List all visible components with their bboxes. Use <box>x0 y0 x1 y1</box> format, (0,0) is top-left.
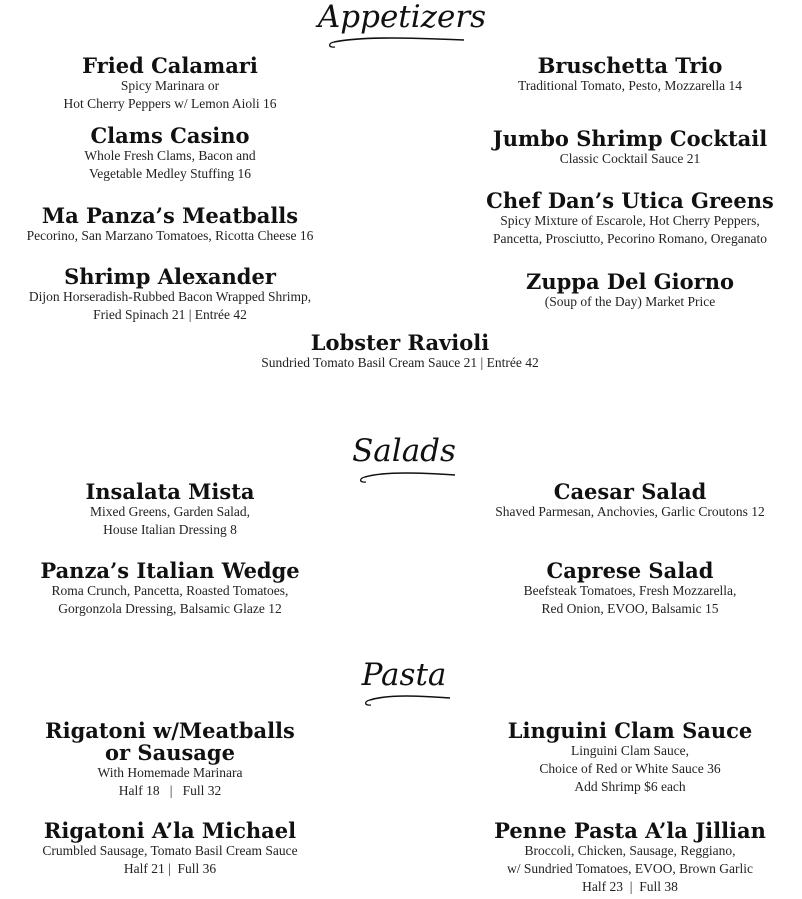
item-desc: Mixed Greens, Garden Salad, <box>89 504 251 519</box>
item-desc: Gorgonzola Dressing, Balsamic Glaze 12 <box>58 601 282 616</box>
menu-item-jumbo-shrimp-cocktail <box>493 128 767 168</box>
item-desc: With Homemade Marinara <box>97 765 243 780</box>
menu-item-fried-calamari <box>64 55 277 113</box>
item-name: Fried Calamari <box>82 53 258 78</box>
item-name: Jumbo Shrimp Cocktail <box>492 126 768 151</box>
menu-item-shrimp-alexander <box>29 266 311 324</box>
menu-item-chef-dans-utica-greens <box>486 190 774 248</box>
menu-item-zuppa-del-giorno <box>526 271 734 311</box>
item-desc: Add Shrimp $6 each <box>574 779 686 794</box>
flourish-ornament <box>355 469 465 485</box>
item-name: Rigatoni w/Meatballs <box>45 718 295 743</box>
item-desc: Pecorino, San Marzano Tomatoes, Ricotta Cheese 16 <box>26 228 314 243</box>
item-name: Panza’s Italian Wedge <box>40 558 300 583</box>
section-title-pasta: Pasta <box>361 657 447 693</box>
item-desc: Traditional Tomato, Pesto, Mozzarella 14 <box>517 78 743 93</box>
item-desc: Spicy Marinara or <box>120 78 220 93</box>
item-desc: Fried Spinach 21 | Entrée 42 <box>93 307 247 322</box>
item-desc: Linguini Clam Sauce, <box>570 743 690 758</box>
item-name: Linguini Clam Sauce <box>507 718 753 743</box>
item-desc: Half 23 | Full 38 <box>582 879 678 894</box>
item-desc: Dijon Horseradish-Rubbed Bacon Wrapped Shrimp, <box>28 289 312 304</box>
item-name: Lobster Ravioli <box>310 330 490 355</box>
item-name: Chef Dan’s Utica Greens <box>486 188 774 213</box>
item-name: Caprese Salad <box>546 558 714 583</box>
menu-item-rigatoni-meatballs-sausage <box>45 720 295 800</box>
item-desc: Crumbled Sausage, Tomato Basil Cream Sauce <box>42 843 298 858</box>
menu-item-ma-panzas-meatballs <box>27 205 314 245</box>
flourish-ornament <box>324 34 474 50</box>
menu-item-rigatoni-alla-michael <box>42 820 297 878</box>
item-name: Ma Panza’s Meatballs <box>41 203 299 228</box>
menu-item-clams-casino <box>84 125 255 183</box>
item-desc: Hot Cherry Peppers w/ Lemon Aioli 16 <box>63 96 277 111</box>
item-name: Penne Pasta A’la Jillian <box>494 818 766 843</box>
item-name: Rigatoni A’la Michael <box>43 818 297 843</box>
item-desc: Beefsteak Tomatoes, Fresh Mozzarella, <box>523 583 737 598</box>
menu-item-panzas-italian-wedge <box>40 560 299 618</box>
item-desc: Whole Fresh Clams, Bacon and <box>84 148 256 163</box>
section-title-appetizers: Appetizers <box>317 0 487 35</box>
menu-item-caprese-salad <box>524 560 737 618</box>
menu-item-bruschetta-trio <box>518 55 742 95</box>
item-name: Zuppa Del Giorno <box>525 269 735 294</box>
item-name-line2: or Sausage <box>105 740 235 765</box>
item-desc: Broccoli, Chicken, Sausage, Reggiano, <box>524 843 736 858</box>
item-name: Insalata Mista <box>85 479 255 504</box>
item-name: Clams Casino <box>90 123 250 148</box>
item-desc: (Soup of the Day) Market Price <box>544 294 716 309</box>
item-desc: Vegetable Medley Stuffing 16 <box>88 166 252 181</box>
menu-item-caesar-salad <box>495 481 765 521</box>
item-name: Bruschetta Trio <box>537 53 723 78</box>
item-desc: Choice of Red or White Sauce 36 <box>539 761 721 776</box>
item-desc: Half 18 | Full 32 <box>118 783 222 798</box>
item-desc: Roma Crunch, Pancetta, Roasted Tomatoes, <box>51 583 289 598</box>
item-desc: Sundried Tomato Basil Cream Sauce 21 | Entrée 42 <box>261 355 539 370</box>
section-title-salads: Salads <box>352 433 456 469</box>
item-desc: w/ Sundried Tomatoes, EVOO, Brown Garlic <box>507 861 753 876</box>
menu-item-penne-pasta-alla-jillian <box>494 820 766 896</box>
item-name: Caesar Salad <box>553 479 707 504</box>
item-desc: Half 21 | Full 36 <box>123 861 217 876</box>
item-desc: Red Onion, EVOO, Balsamic 15 <box>541 601 719 616</box>
item-desc: Spicy Mixture of Escarole, Hot Cherry Peppers, <box>500 213 760 228</box>
flourish-ornament <box>360 692 460 708</box>
menu-item-linguini-clam-sauce <box>508 720 753 796</box>
item-desc: Shaved Parmesan, Anchovies, Garlic Croutons 12 <box>495 504 765 519</box>
item-desc: House Italian Dressing 8 <box>103 522 237 537</box>
item-name: Shrimp Alexander <box>64 264 276 289</box>
item-desc: Classic Cocktail Sauce 21 <box>559 151 701 166</box>
menu-item-lobster-ravioli <box>261 332 538 372</box>
menu-item-insalata-mista <box>85 481 254 539</box>
item-desc: Pancetta, Prosciutto, Pecorino Romano, Oreganato <box>492 231 768 246</box>
